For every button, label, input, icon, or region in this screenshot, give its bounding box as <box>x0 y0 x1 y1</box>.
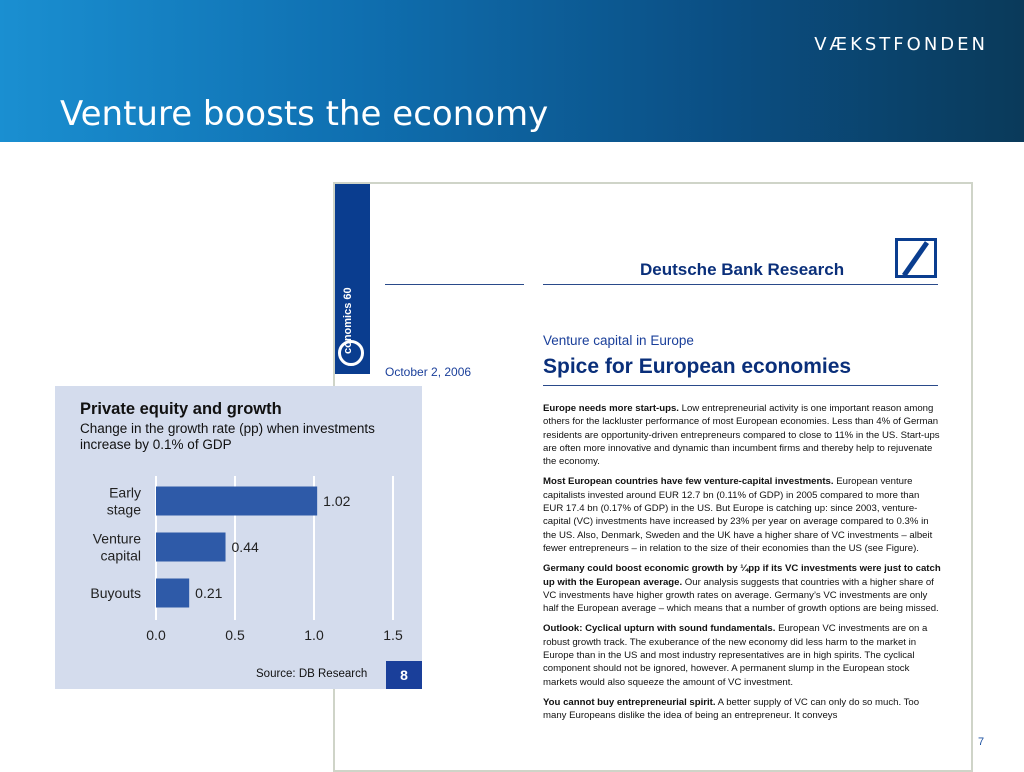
bar-value-label: 0.21 <box>195 585 223 601</box>
divider <box>543 284 938 285</box>
report-date: October 2, 2006 <box>385 365 472 379</box>
report-paragraph <box>543 622 941 688</box>
vaekstfonden-logo: VÆKSTFONDEN <box>814 34 988 55</box>
report-series-label: conomics 60 <box>342 287 354 354</box>
paragraph-lead: Outlook: Cyclical upturn with sound fundamentals. <box>543 623 776 635</box>
x-tick-label: 1.0 <box>304 627 324 643</box>
paragraph-lead: You cannot buy entrepreneurial spirit. <box>543 696 716 708</box>
paragraph-lead: Most European countries have few venture-capital investments. <box>543 476 834 488</box>
report-paragraph <box>543 562 941 615</box>
x-tick-label: 0.5 <box>225 627 245 643</box>
paragraph-text: Our analysis suggests that countries with a higher share of VC investments have higher growth rates on average. Germany’s VC investments are only half the European average – which means that a number of growth options are being missed. <box>543 576 939 615</box>
bar-value-label: 1.02 <box>323 493 351 509</box>
category-label: Early <box>109 484 141 501</box>
economics-c-icon <box>338 340 364 366</box>
chart-subtitle: Change in the growth rate (pp) when investments increase by 0.1% of GDP <box>80 421 375 452</box>
report-publisher: Deutsche Bank Research <box>640 260 845 279</box>
report-paragraph <box>543 475 941 555</box>
report-paragraph <box>543 402 941 468</box>
paragraph-lead: Europe needs more start-ups. <box>543 403 679 414</box>
paragraph-text: European VC investments are on a robust growth track. The exuberance of the new economy did less harm to the market in Europe than in the US and most industry representatives are in high spirits. The cyclical component should not be ignored, however. A permanent slump in the European stock markets would also squeeze the amount of VC investment. <box>543 623 928 688</box>
paragraph-text: Low entrepreneurial activity is one important reason among others for the lackluster performance of most European economies. Less than 4% of German residents are opportunity-driven entrepreneurs compared to close to 11% in the US. Start-ups are often more innovative and dynamic than incumbent firms and thereby help to rejuvenate the economy. <box>543 403 940 468</box>
report-paragraph <box>543 696 941 723</box>
category-label: capital <box>100 547 141 564</box>
figure-number: 8 <box>386 661 422 689</box>
category-label: stage <box>106 501 141 518</box>
report-sidebar <box>335 184 370 374</box>
report-page-image <box>333 182 973 772</box>
bar <box>156 487 317 516</box>
chart-source: Source: DB Research <box>256 668 368 680</box>
chart-title: Private equity and growth <box>80 400 282 418</box>
x-tick-label: 0.0 <box>146 627 166 643</box>
report-kicker: Venture capital in Europe <box>543 333 694 348</box>
paragraph-lead: Germany could boost economic growth by ¼pp if its VC investments were just to catch up with the European average. <box>543 563 941 588</box>
slide-title: Venture boosts the economy <box>60 94 549 134</box>
page-number: 7 <box>978 736 985 748</box>
paragraph-text: A better supply of VC can only do so much. Too many Europeans dislike the idea of being an entrepreneur. It conveys <box>543 696 920 722</box>
divider <box>543 385 938 386</box>
bar <box>156 533 226 562</box>
report-headline: Spice for European economies <box>543 355 852 378</box>
chart-figure <box>55 386 422 689</box>
slide-header <box>0 0 1024 142</box>
report-body <box>543 402 941 730</box>
category-label: Buyouts <box>90 585 141 601</box>
x-tick-label: 1.5 <box>383 627 403 643</box>
paragraph-text: European venture capitalists invested around EUR 12.7 bn (0.11% of GDP) in 2005 compared to more than EUR 17.4 bn (0.17% of GDP) in the US. But Europe is catching up: since 2003, venture-capital (VC) investments have increased by 23% per year on average compared to 0.3% in the US. Also, Denmark, Sweden and the UK have a higher share of VC investments – albeit fewer entrepreneurs – in relation to the size of their economies than the US (see Figure). <box>543 476 933 554</box>
deutsche-bank-logo-icon <box>895 238 937 278</box>
divider <box>385 284 524 285</box>
bar <box>156 579 189 608</box>
category-label: Venture <box>92 530 141 547</box>
bar-value-label: 0.44 <box>231 539 259 555</box>
bar-chart <box>55 386 422 689</box>
